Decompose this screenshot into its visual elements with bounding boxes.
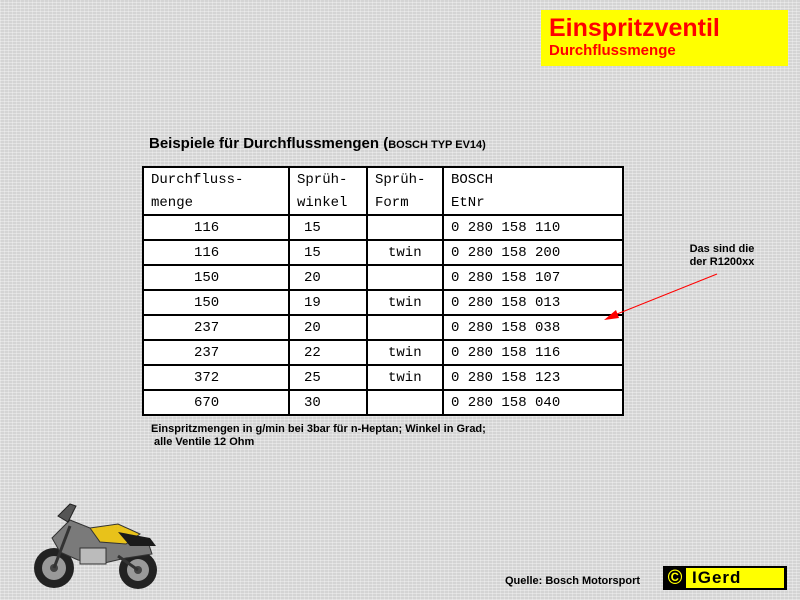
cell-part: 0 280 158 013 bbox=[443, 290, 623, 315]
cell-angle: 25 bbox=[289, 365, 367, 390]
cell-part: 0 280 158 200 bbox=[443, 240, 623, 265]
page-subtitle: Durchflussmenge bbox=[549, 42, 676, 59]
cell-part: 0 280 158 107 bbox=[443, 265, 623, 290]
footnote-line-1: Einspritzmengen in g/min bei 3bar für n-Heptan; Winkel in Grad; bbox=[151, 423, 486, 435]
logo-name: IGerd bbox=[686, 568, 784, 588]
header-part: BOSCH bbox=[443, 167, 623, 191]
page-title: Einspritzventil bbox=[549, 14, 720, 42]
copyright-icon: © bbox=[667, 567, 683, 589]
header-flow: Durchfluss- bbox=[143, 167, 289, 191]
cell-flow: 150 bbox=[143, 265, 289, 290]
cell-flow: 150 bbox=[143, 290, 289, 315]
cell-angle: 19 bbox=[289, 290, 367, 315]
header-form: Sprüh- bbox=[367, 167, 443, 191]
cell-flow: 237 bbox=[143, 340, 289, 365]
logo bbox=[663, 566, 787, 590]
cell-part: 0 280 158 123 bbox=[443, 365, 623, 390]
header-angle: Sprüh- bbox=[289, 167, 367, 191]
header-form-2: Form bbox=[367, 191, 443, 215]
annotation-line-1: Das sind die bbox=[689, 243, 755, 255]
heading-small: BOSCH TYP EV14) bbox=[388, 139, 486, 151]
cell-form: twin bbox=[367, 240, 443, 265]
cell-part: 0 280 158 040 bbox=[443, 390, 623, 415]
cell-part: 0 280 158 038 bbox=[443, 315, 623, 340]
cell-form: twin bbox=[367, 340, 443, 365]
motorcycle-icon bbox=[30, 498, 165, 593]
cell-flow: 237 bbox=[143, 315, 289, 340]
cell-flow: 116 bbox=[143, 215, 289, 240]
header-angle-2: winkel bbox=[289, 191, 367, 215]
annotation-line-2: der R1200xx bbox=[689, 256, 755, 268]
cell-angle: 15 bbox=[289, 240, 367, 265]
cell-part: 0 280 158 116 bbox=[443, 340, 623, 365]
cell-angle: 15 bbox=[289, 215, 367, 240]
heading-main: Beispiele für Durchflussmengen ( bbox=[149, 135, 389, 152]
cell-angle: 22 bbox=[289, 340, 367, 365]
cell-angle: 20 bbox=[289, 265, 367, 290]
cell-angle: 30 bbox=[289, 390, 367, 415]
cell-flow: 670 bbox=[143, 390, 289, 415]
cell-form: twin bbox=[367, 365, 443, 390]
cell-flow: 372 bbox=[143, 365, 289, 390]
footnote-line-2: alle Ventile 12 Ohm bbox=[154, 436, 255, 448]
cell-flow: 116 bbox=[143, 240, 289, 265]
cell-angle: 20 bbox=[289, 315, 367, 340]
source-label: Quelle: Bosch Motorsport bbox=[505, 575, 641, 587]
header-flow-2: menge bbox=[143, 191, 289, 215]
cell-part: 0 280 158 110 bbox=[443, 215, 623, 240]
header-part-2: EtNr bbox=[443, 191, 623, 215]
cell-form: twin bbox=[367, 290, 443, 315]
